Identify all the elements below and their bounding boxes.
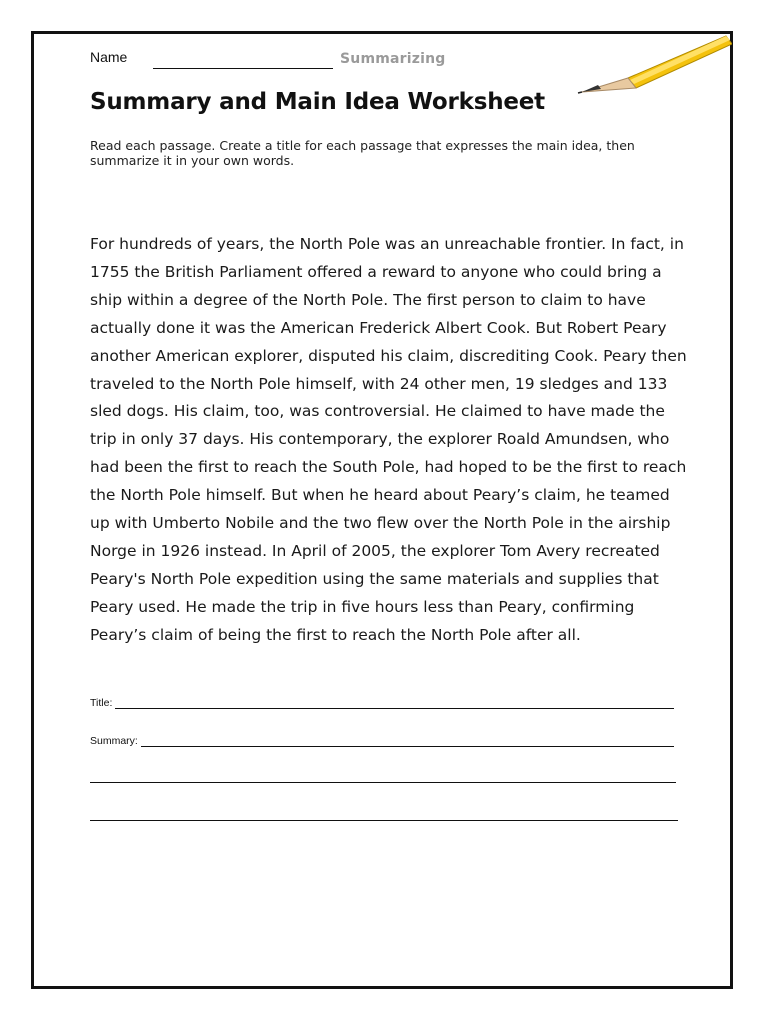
instructions-text: Read each passage. Create a title for each passage that expresses the main idea, then summarize it in your own words. <box>90 138 635 168</box>
name-label: Name <box>90 49 128 65</box>
summary-input-line[interactable] <box>141 735 674 747</box>
title-field-label: Title: <box>90 697 113 709</box>
summary-field-label: Summary: <box>90 735 138 747</box>
title-input-line[interactable] <box>115 697 674 709</box>
reading-passage: For hundreds of years, the North Pole was an unreachable frontier. In fact, in 1755 the British Parliament offered a reward to anyone who could bring a ship within a degree of the North Pole. The first person to claim to have actually done it was the American Frederick Albert Cook. But Robert Peary another American explorer, disputed his claim, discrediting Cook. Peary then traveled to the North Pole himself, with 24 other men, 19 sledges and 133 sled dogs. His claim, too, was controversial. He claimed to have made the trip in only 37 days. His contemporary, the explorer Roald Amundsen, who had been the first to reach the South Pole, had hoped to be the first to reach the North Pole himself. But when he heard about Peary’s claim, he teamed up with Umberto Nobile and the two flew over the North Pole in the airship Norge in 1926 instead. In April of 2005, the explorer Tom Avery recreated Peary's North Pole expedition using the same materials and supplies that Peary used. He made the trip in five hours less than Peary, confirming Peary’s claim of being the first to reach the North Pole after all. <box>90 235 687 644</box>
summary-field[interactable] <box>90 735 674 747</box>
title-field[interactable] <box>90 697 674 709</box>
summary-input-line[interactable] <box>90 782 676 783</box>
pencil-icon <box>576 30 732 100</box>
topic-label: Summarizing <box>340 51 446 67</box>
name-input-line[interactable] <box>153 68 333 69</box>
page-title: Summary and Main Idea Worksheet <box>90 89 545 115</box>
summary-input-line[interactable] <box>90 820 678 821</box>
